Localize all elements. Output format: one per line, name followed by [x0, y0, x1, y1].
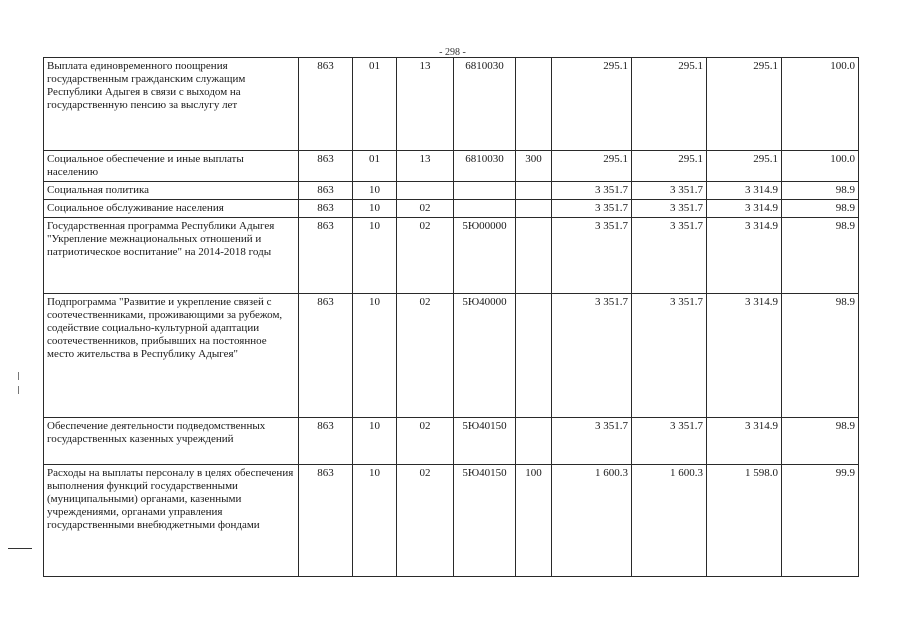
cell-pct: 100.0 — [782, 151, 859, 182]
table-row — [44, 294, 859, 418]
cell-name: Расходы на выплаты персоналу в целях обеспечения выполнения функций государственными (муниципальными) органами, казенными учреждениями, органами управления государственными внебюджетными фондами — [44, 465, 299, 577]
cell-name: Государственная программа Республики Адыгея "Укрепление межнациональных отношений и патриотическое воспитание" на 2014-2018 годы — [44, 218, 299, 294]
cell-rz: 01 — [353, 151, 397, 182]
cell-vr — [516, 218, 552, 294]
cell-rz: 10 — [353, 200, 397, 218]
cell-sum3: 3 314.9 — [707, 418, 782, 465]
cell-pct: 99.9 — [782, 465, 859, 577]
cell-name: Подпрограмма "Развитие и укрепление связей с соотечественниками, проживающими за рубежом, содействие социально-культурной адаптации соотечественников, прибывших на постоянное место жительства в Республику Адыгея" — [44, 294, 299, 418]
cell-csr: 5Ю40150 — [454, 418, 516, 465]
cell-sum3: 3 314.9 — [707, 294, 782, 418]
cell-sum2: 3 351.7 — [632, 200, 707, 218]
cell-sum1: 3 351.7 — [552, 182, 632, 200]
cell-csr: 6810030 — [454, 151, 516, 182]
cell-name: Социальное обслуживание населения — [44, 200, 299, 218]
cell-sum1: 3 351.7 — [552, 418, 632, 465]
table-row — [44, 182, 859, 200]
cell-ved: 863 — [299, 418, 353, 465]
cell-sum3: 1 598.0 — [707, 465, 782, 577]
cell-sum2: 3 351.7 — [632, 182, 707, 200]
cell-ved: 863 — [299, 218, 353, 294]
cell-sum1: 295.1 — [552, 151, 632, 182]
cell-csr — [454, 182, 516, 200]
cell-sum1: 1 600.3 — [552, 465, 632, 577]
cell-rz: 10 — [353, 418, 397, 465]
cell-vr — [516, 200, 552, 218]
cell-pr: 02 — [397, 465, 454, 577]
cell-pct: 98.9 — [782, 418, 859, 465]
table-row — [44, 465, 859, 577]
cell-rz: 10 — [353, 465, 397, 577]
cell-pct: 98.9 — [782, 182, 859, 200]
cell-name: Выплата единовременного поощрения государственным гражданским служащим Республики Адыгея в связи с выходом на государственную пенсию за выслугу лет — [44, 58, 299, 151]
cell-ved: 863 — [299, 200, 353, 218]
table-row — [44, 218, 859, 294]
cell-csr: 5Ю40150 — [454, 465, 516, 577]
cell-vr — [516, 418, 552, 465]
cell-pr — [397, 182, 454, 200]
cell-csr: 6810030 — [454, 58, 516, 151]
cell-sum1: 295.1 — [552, 58, 632, 151]
cell-name: Социальная политика — [44, 182, 299, 200]
margin-tick — [18, 372, 19, 380]
cell-ved: 863 — [299, 465, 353, 577]
cell-vr: 100 — [516, 465, 552, 577]
margin-mark — [8, 548, 32, 549]
cell-rz: 10 — [353, 218, 397, 294]
cell-pr: 02 — [397, 294, 454, 418]
table-row — [44, 418, 859, 465]
cell-csr — [454, 200, 516, 218]
cell-sum2: 3 351.7 — [632, 294, 707, 418]
cell-pr: 02 — [397, 418, 454, 465]
cell-csr: 5Ю40000 — [454, 294, 516, 418]
cell-pr: 13 — [397, 151, 454, 182]
cell-pr: 02 — [397, 200, 454, 218]
cell-sum2: 3 351.7 — [632, 418, 707, 465]
page-number: - 298 - — [439, 47, 466, 58]
cell-ved: 863 — [299, 58, 353, 151]
cell-pct: 98.9 — [782, 294, 859, 418]
cell-rz: 10 — [353, 182, 397, 200]
cell-sum3: 295.1 — [707, 151, 782, 182]
table-row — [44, 58, 859, 151]
cell-sum3: 3 314.9 — [707, 182, 782, 200]
cell-pr: 02 — [397, 218, 454, 294]
budget-table — [43, 57, 859, 577]
cell-sum2: 295.1 — [632, 151, 707, 182]
cell-vr — [516, 294, 552, 418]
cell-ved: 863 — [299, 151, 353, 182]
cell-ved: 863 — [299, 182, 353, 200]
table-row — [44, 200, 859, 218]
cell-pct: 98.9 — [782, 218, 859, 294]
cell-name: Обеспечение деятельности подведомственных государственных казенных учреждений — [44, 418, 299, 465]
table-row — [44, 151, 859, 182]
cell-sum1: 3 351.7 — [552, 200, 632, 218]
cell-pct: 98.9 — [782, 200, 859, 218]
cell-rz: 10 — [353, 294, 397, 418]
cell-rz: 01 — [353, 58, 397, 151]
cell-ved: 863 — [299, 294, 353, 418]
cell-pr: 13 — [397, 58, 454, 151]
cell-sum2: 295.1 — [632, 58, 707, 151]
cell-sum2: 1 600.3 — [632, 465, 707, 577]
cell-sum3: 3 314.9 — [707, 218, 782, 294]
cell-sum3: 295.1 — [707, 58, 782, 151]
cell-vr — [516, 58, 552, 151]
cell-sum1: 3 351.7 — [552, 294, 632, 418]
margin-tick — [18, 386, 19, 394]
cell-sum2: 3 351.7 — [632, 218, 707, 294]
cell-name: Социальное обеспечение и иные выплаты населению — [44, 151, 299, 182]
cell-sum1: 3 351.7 — [552, 218, 632, 294]
cell-csr: 5Ю00000 — [454, 218, 516, 294]
cell-vr: 300 — [516, 151, 552, 182]
cell-sum3: 3 314.9 — [707, 200, 782, 218]
cell-pct: 100.0 — [782, 58, 859, 151]
cell-vr — [516, 182, 552, 200]
